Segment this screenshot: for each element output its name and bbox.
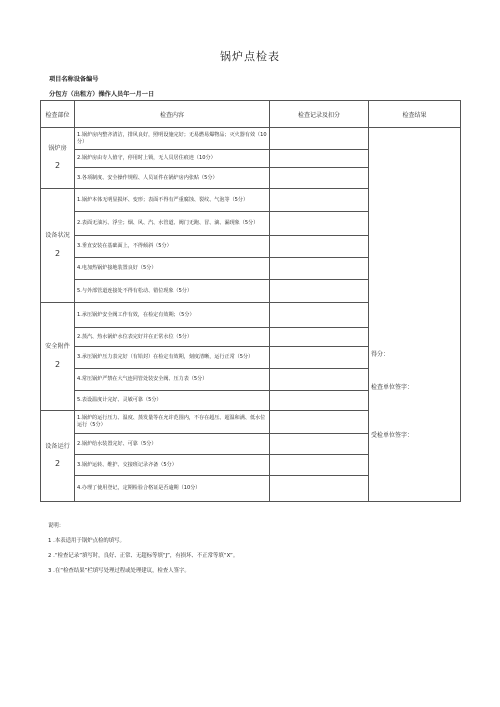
check-item: 2.蒸汽、热水锅炉水位表完好并在正常水位（5分） [75,328,270,347]
subcontractor-line: 分包方（出租方）操作人员年一月一日 [49,91,155,98]
notes-heading: 说明： [48,523,65,529]
category-equipment-operation [41,411,75,502]
check-item: 1.锅炉房内整齐清洁，排风良好，照明设施完好；无易燃易爆物品；灭火器有效（10分） [75,128,270,150]
check-item: 1.承压锅炉安全阀工作有效，在检定有效期；（5分） [75,303,270,328]
result-cell[interactable] [369,128,461,502]
record-cell[interactable] [270,236,369,258]
header-content: 检查内容 [75,101,270,128]
check-item: 3.各项制度、安全操作规程、人员证件在锅炉房内张贴（5分） [75,168,270,189]
record-cell[interactable] [270,391,369,411]
check-item: 5.与外部管道连接处不得有松动、错位现象（5分） [75,280,270,303]
check-item: 5.表设温度计完好、灵敏可靠（5分） [75,391,270,411]
category-label: 安全附件 [45,343,70,351]
check-item: 3.垂直安装在基础面上，不得倾斜（5分） [75,236,270,258]
record-cell[interactable] [270,347,369,369]
record-cell[interactable] [270,476,369,502]
inspection-table [40,100,461,502]
record-cell[interactable] [270,150,369,168]
record-cell[interactable] [270,212,369,236]
category-score: 2 [54,248,61,258]
category-label: 锅炉房 [48,144,67,152]
record-cell[interactable] [270,328,369,347]
check-item: 2.表面无油污、浮尘；烟、风、汽、水管道、阀门无跑、冒、滴、漏现象（5分） [75,212,270,236]
record-cell[interactable] [270,189,369,212]
check-item: 2.锅炉给水装置完好、可靠（5分） [75,434,270,455]
project-line: 项目名称设备编号 [49,76,99,83]
note-item: 2 .“检查记录”填写时，良好、正常、无超标等填“J”，有损坏、不正常等填“X”。 [48,553,239,559]
record-cell[interactable] [270,258,369,280]
record-cell[interactable] [270,411,369,434]
check-item: 4.常压锅炉严禁在大气连同管处装安全阀、压力表（5分） [75,369,270,391]
check-item: 1.锅炉的运行压力、温度、蒸发量等在允许范围内，不存在超压、超温和满、低水位运行（5分） [75,411,270,434]
record-cell[interactable] [270,280,369,303]
check-item: 3.锅炉运转、维护、交接班记录齐备（5分） [75,455,270,476]
check-item: 1.锅炉本体无明显损坏、变形；表面不得有严重腐蚀、裂纹、气泡等（5分） [75,189,270,212]
note-item: 1 .本表适用于锅炉点检的填写。 [48,538,125,544]
category-label: 设备状况 [45,232,70,240]
check-item: 4.电加热锅炉接地装置良好（5分） [75,258,270,280]
category-score: 2 [54,161,61,171]
inspected-signature-label: 受检单位签字： [371,432,414,439]
header-part: 检查部位 [41,101,75,128]
note-item: 3 .在“检查结果”栏填写处理过程或处理建议，检查人签字。 [48,568,190,574]
category-score: 2 [54,459,61,469]
check-item: 4.办理了使用登记，定期检验合格证是否逾期（10分） [75,476,270,502]
header-result: 检查结果 [369,101,461,128]
record-cell[interactable] [270,434,369,455]
record-cell[interactable] [270,455,369,476]
record-cell[interactable] [270,168,369,189]
category-boiler-room [41,128,75,189]
category-score: 2 [54,359,61,369]
record-cell[interactable] [270,128,369,150]
category-safety-accessories [41,303,75,411]
category-equipment-status [41,189,75,303]
page-title: 锅炉点检表 [220,50,280,63]
record-cell[interactable] [270,369,369,391]
category-label: 设备运行 [45,442,70,450]
header-record: 检查记录及扣分 [270,101,369,128]
check-item: 2.锅炉房由专人值守，停用时上锁，无人员居住痕迹（10分） [75,150,270,168]
score-label: 得分： [371,351,390,358]
check-item: 3.承压锅炉压力表完好（有铅封）在检定有效期，刻度清晰，运行正常（5分） [75,347,270,369]
inspector-signature-label: 检查单位签字： [371,384,414,391]
record-cell[interactable] [270,303,369,328]
